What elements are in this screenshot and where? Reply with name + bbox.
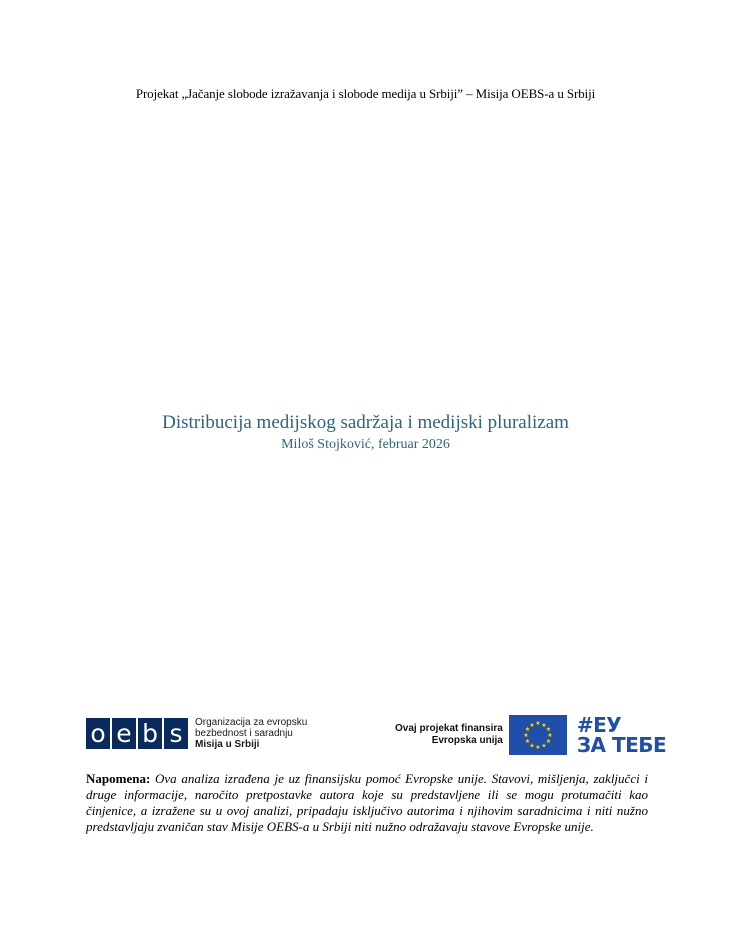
eu-funding-logo (395, 715, 666, 755)
svg-text:★: ★ (535, 744, 541, 752)
eu-flag-icon (509, 715, 567, 755)
oebs-letter-b: b (138, 718, 162, 749)
oebs-line-2: bezbednost i saradnju (195, 728, 293, 739)
note-text: Ova analiza izrađena je uz finansijsku pomoć Evropske unije. Stavovi, mišljenja, zaključci i druge informacije, naročito pretpostavke autora koje su predstavljene ili se mogu protumačiti kao činjenice, a izražene su u ovoj analizi, pripadaju isključivo autorima i njihovim saradnicima i niti nužno predstavljaju zvaničan stav Misije OEBS-a u Srbiji niti nužno odražavaju stavove Evropske unije. (86, 771, 648, 834)
svg-text:★: ★ (547, 732, 553, 740)
document-title: Distribucija medijskog sadržaja i medijski pluralizam (162, 412, 569, 433)
svg-text:★: ★ (529, 742, 535, 750)
svg-text:★: ★ (545, 738, 551, 746)
eu-hashtag-line-2: ЗА ТЕБЕ (576, 733, 667, 757)
svg-text:★: ★ (524, 738, 531, 746)
oebs-logo (86, 717, 307, 750)
eu-funded-text (395, 723, 503, 747)
svg-text:★: ★ (529, 721, 535, 729)
eu-stars-icon (509, 715, 567, 755)
oebs-letter-s: s (164, 718, 188, 749)
oebs-wordmark (86, 718, 190, 749)
svg-text:★: ★ (524, 726, 531, 734)
oebs-line-3: Misija u Srbiji (195, 739, 260, 750)
svg-text:★: ★ (523, 732, 529, 740)
svg-text:★: ★ (535, 720, 541, 728)
eu-hashtag-line-1: #ЕУ (576, 713, 622, 737)
title-block (0, 411, 731, 455)
svg-text:★: ★ (541, 742, 547, 750)
note-label: Napomena: (86, 771, 151, 786)
eu-funded-line-2: Evropska unija (431, 735, 503, 746)
oebs-letter-o: o (86, 718, 110, 749)
project-header: Projekat „Jačanje slobode izražavanja i slobode medija u Srbiji” – Misija OEBS-a u Srbiji (135, 86, 596, 101)
oebs-letter-e: e (112, 718, 136, 749)
svg-text:★: ★ (545, 726, 551, 734)
eu-funded-line-1: Ovaj projekat finansira (395, 723, 503, 734)
document-subtitle: Miloš Stojković, februar 2026 (281, 437, 450, 452)
oebs-organization-text (195, 717, 307, 750)
disclaimer-note (86, 771, 648, 835)
eu-hashtag (577, 715, 666, 755)
svg-text:★: ★ (541, 721, 547, 729)
oebs-line-1: Organizacija za evropsku (195, 717, 308, 728)
